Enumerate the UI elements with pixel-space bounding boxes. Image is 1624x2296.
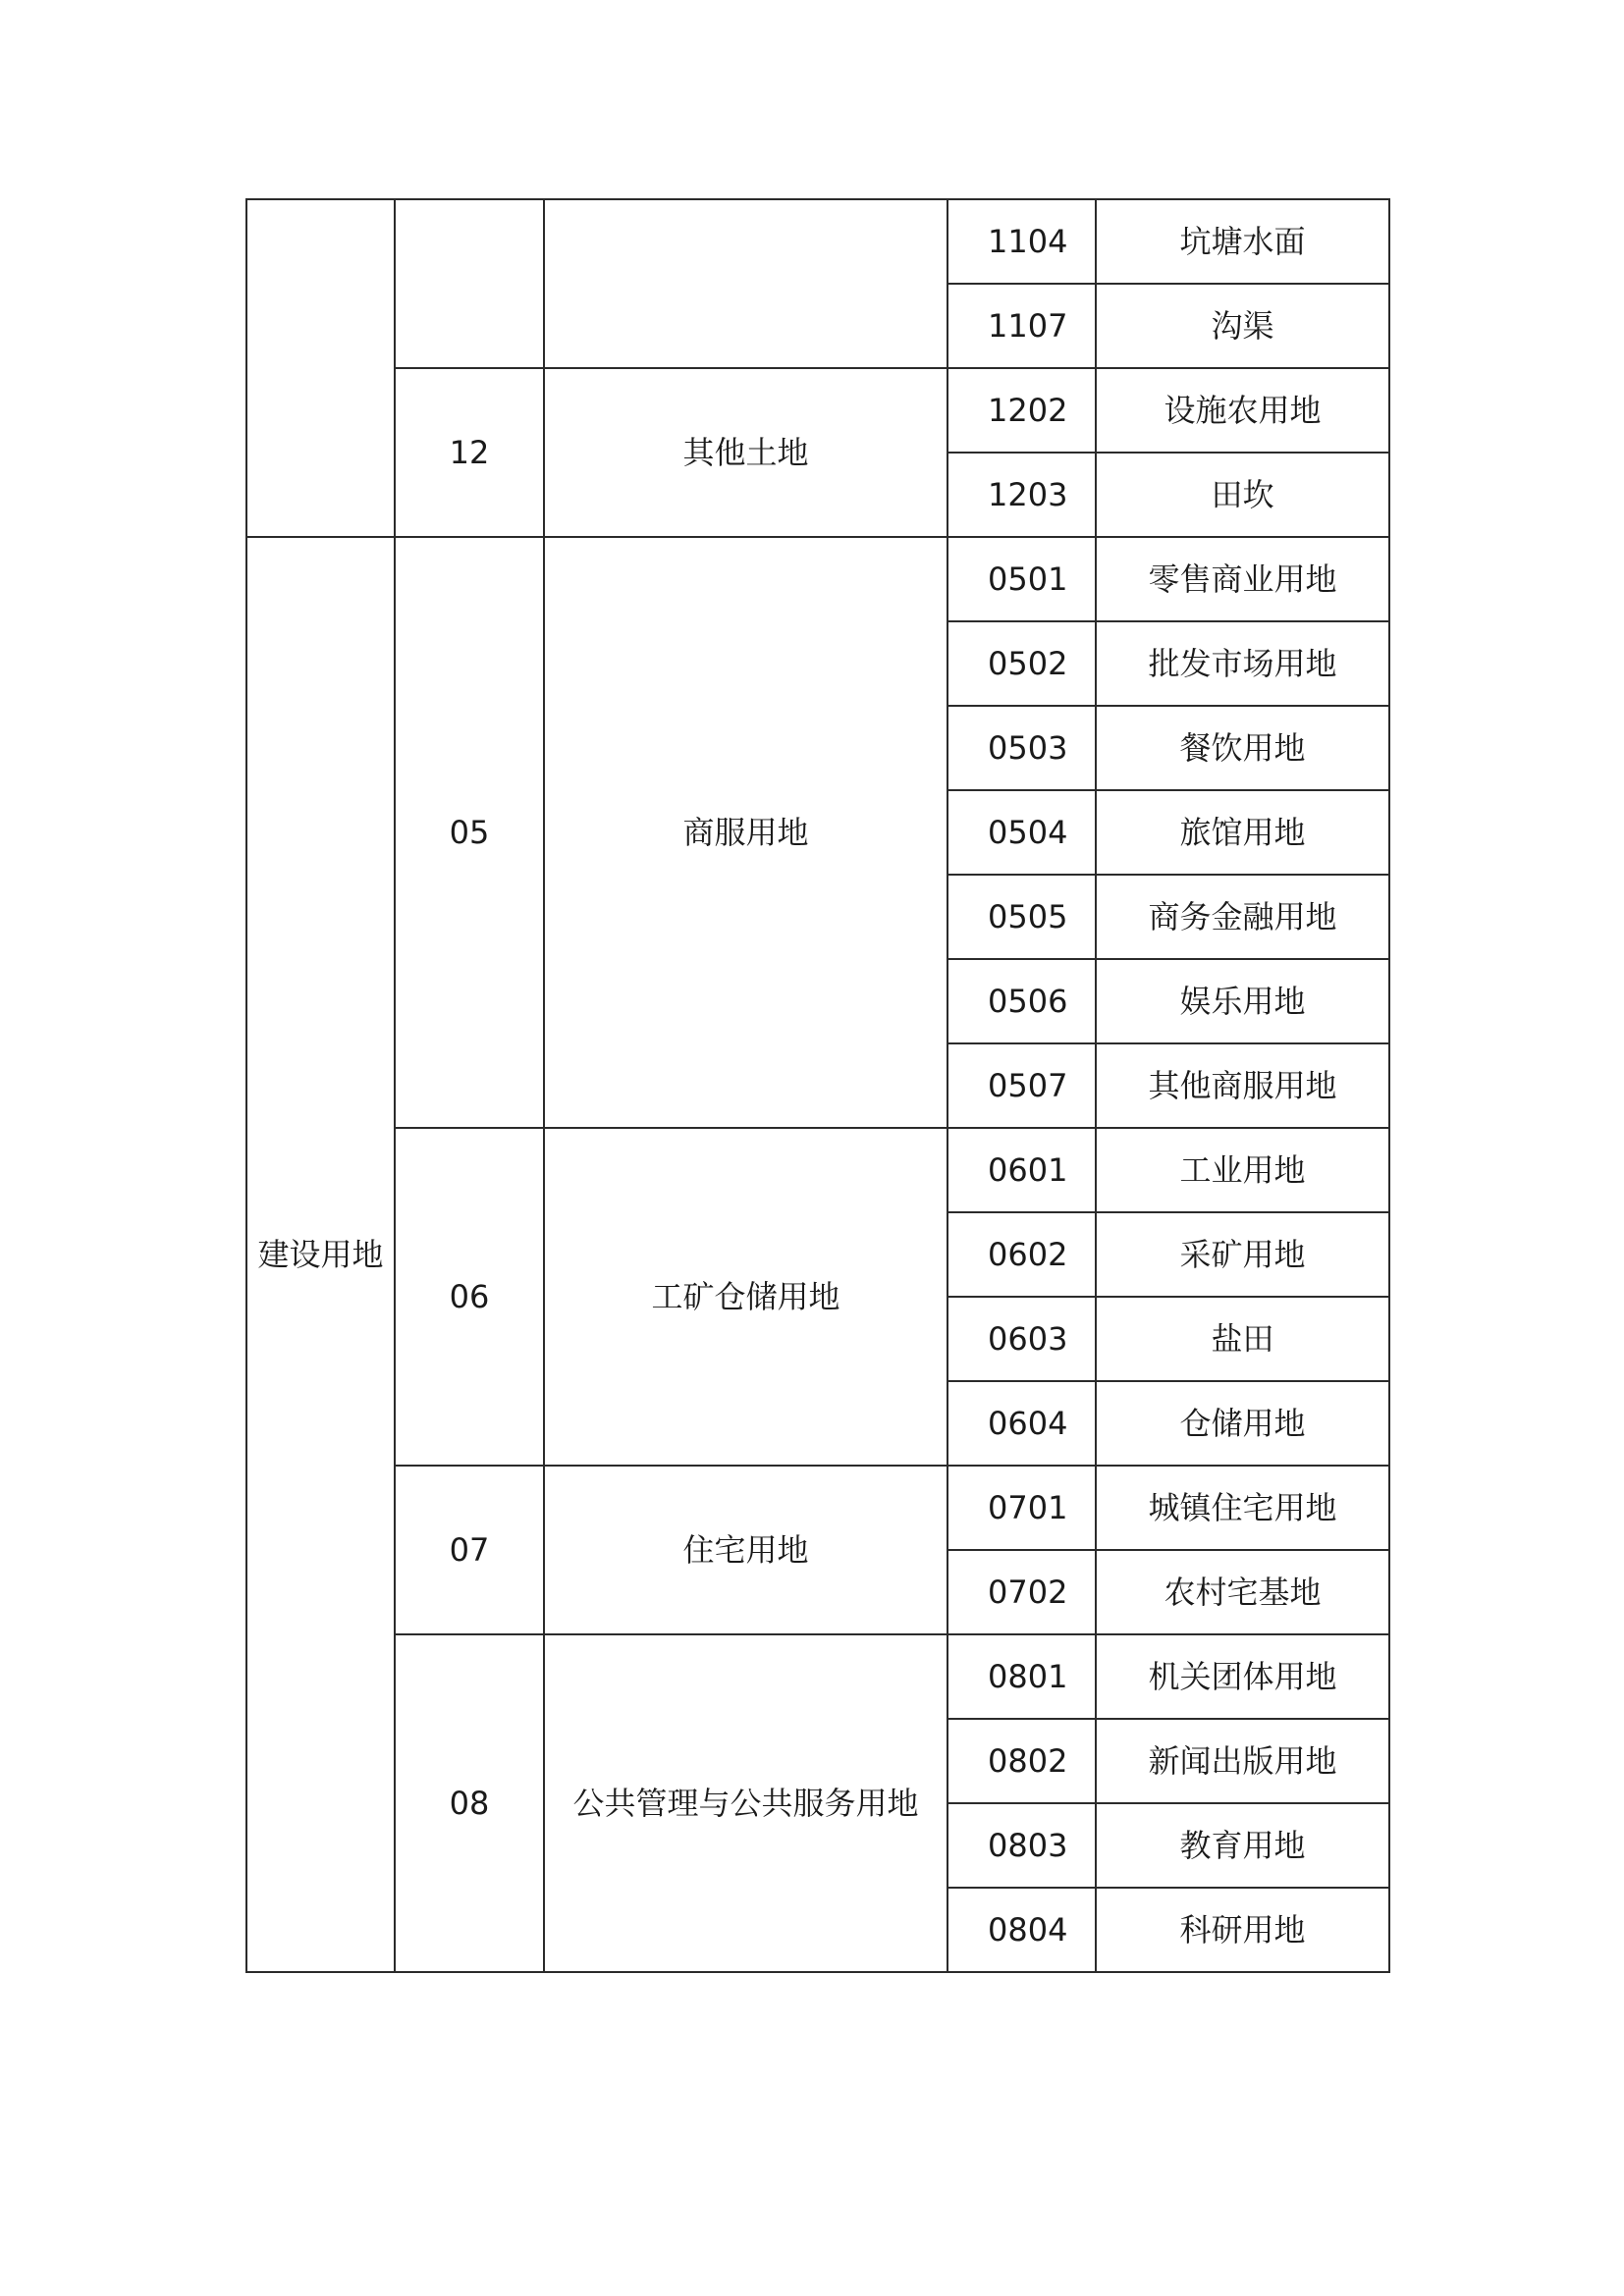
level3-code-cell: 0702 <box>947 1550 1096 1634</box>
level3-code-cell: 0507 <box>947 1043 1096 1128</box>
level1-category-cell <box>246 199 395 537</box>
level3-code-cell: 0601 <box>947 1128 1096 1212</box>
table-row <box>246 1128 1389 1212</box>
level3-name-cell: 商务金融用地 <box>1096 875 1389 959</box>
level3-name-cell: 沟渠 <box>1096 284 1389 368</box>
level3-code-cell: 0802 <box>947 1719 1096 1803</box>
table-row <box>246 199 1389 284</box>
level2-code-cell: 08 <box>395 1634 544 1972</box>
level3-name-cell: 坑塘水面 <box>1096 199 1389 284</box>
level3-code-cell: 0602 <box>947 1212 1096 1297</box>
level2-name-cell: 住宅用地 <box>544 1466 947 1634</box>
level3-name-cell: 盐田 <box>1096 1297 1389 1381</box>
level3-code-cell: 0506 <box>947 959 1096 1043</box>
table-body <box>246 199 1389 1972</box>
level3-code-cell: 0505 <box>947 875 1096 959</box>
level3-code-cell: 1202 <box>947 368 1096 453</box>
level3-name-cell: 餐饮用地 <box>1096 706 1389 790</box>
level3-name-cell: 零售商业用地 <box>1096 537 1389 621</box>
level3-code-cell: 0502 <box>947 621 1096 706</box>
level3-name-cell: 农村宅基地 <box>1096 1550 1389 1634</box>
level3-name-cell: 新闻出版用地 <box>1096 1719 1389 1803</box>
level2-name-cell: 公共管理与公共服务用地 <box>544 1634 947 1972</box>
level2-name-cell: 工矿仓储用地 <box>544 1128 947 1466</box>
level3-code-cell: 0804 <box>947 1888 1096 1972</box>
level3-name-cell: 仓储用地 <box>1096 1381 1389 1466</box>
level3-code-cell: 0504 <box>947 790 1096 875</box>
table-row <box>246 537 1389 621</box>
level3-name-cell: 田坎 <box>1096 453 1389 537</box>
level2-name-cell <box>544 199 947 368</box>
level3-name-cell: 机关团体用地 <box>1096 1634 1389 1719</box>
level3-code-cell: 0801 <box>947 1634 1096 1719</box>
table-row <box>246 1466 1389 1550</box>
table-row <box>246 1634 1389 1719</box>
level3-name-cell: 采矿用地 <box>1096 1212 1389 1297</box>
level2-code-cell: 06 <box>395 1128 544 1466</box>
level3-name-cell: 工业用地 <box>1096 1128 1389 1212</box>
level2-code-cell: 07 <box>395 1466 544 1634</box>
level2-code-cell <box>395 199 544 368</box>
level3-name-cell: 教育用地 <box>1096 1803 1389 1888</box>
level3-code-cell: 0803 <box>947 1803 1096 1888</box>
level3-code-cell: 0603 <box>947 1297 1096 1381</box>
level3-code-cell: 0501 <box>947 537 1096 621</box>
level3-name-cell: 其他商服用地 <box>1096 1043 1389 1128</box>
table-row <box>246 368 1389 453</box>
land-classification-table <box>245 198 1390 1973</box>
level2-name-cell: 其他土地 <box>544 368 947 537</box>
level3-name-cell: 设施农用地 <box>1096 368 1389 453</box>
level2-code-cell: 05 <box>395 537 544 1128</box>
level2-code-cell: 12 <box>395 368 544 537</box>
level3-name-cell: 城镇住宅用地 <box>1096 1466 1389 1550</box>
level3-name-cell: 科研用地 <box>1096 1888 1389 1972</box>
level3-code-cell: 1203 <box>947 453 1096 537</box>
level3-code-cell: 1107 <box>947 284 1096 368</box>
level3-code-cell: 1104 <box>947 199 1096 284</box>
level3-code-cell: 0604 <box>947 1381 1096 1466</box>
level3-name-cell: 批发市场用地 <box>1096 621 1389 706</box>
level1-category-cell: 建设用地 <box>246 537 395 1972</box>
level3-code-cell: 0701 <box>947 1466 1096 1550</box>
level3-name-cell: 旅馆用地 <box>1096 790 1389 875</box>
level2-name-cell: 商服用地 <box>544 537 947 1128</box>
level3-code-cell: 0503 <box>947 706 1096 790</box>
level3-name-cell: 娱乐用地 <box>1096 959 1389 1043</box>
